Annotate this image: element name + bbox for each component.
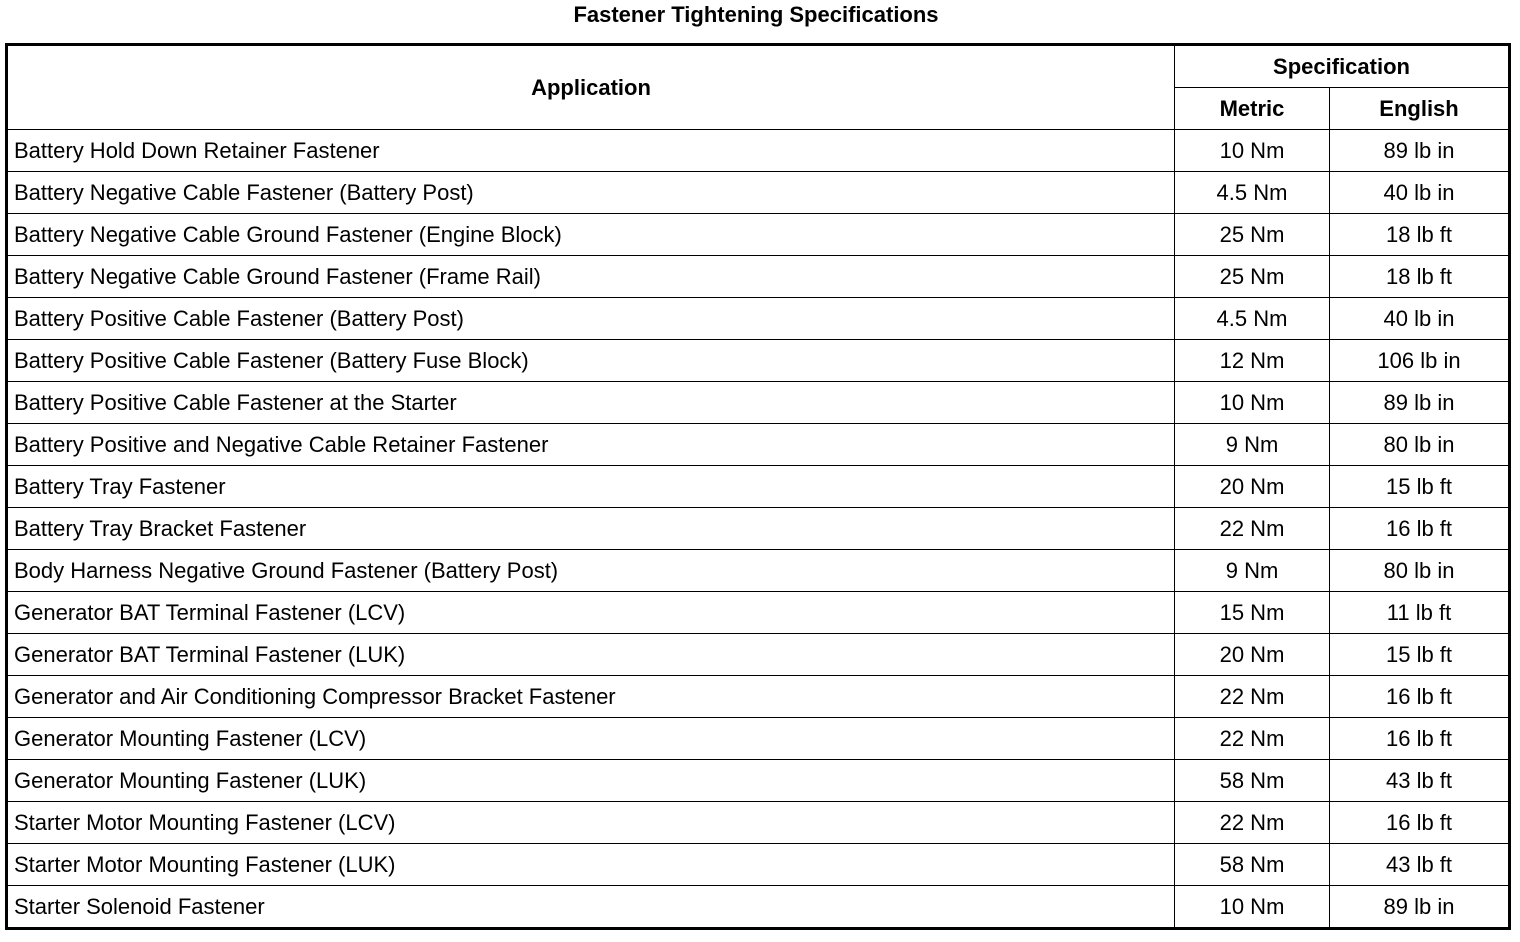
application-cell: Generator and Air Conditioning Compressor Bracket Fastener (7, 676, 1175, 718)
english-cell: 18 lb ft (1330, 256, 1510, 298)
metric-cell: 22 Nm (1175, 508, 1330, 550)
application-cell: Battery Negative Cable Fastener (Battery Post) (7, 172, 1175, 214)
spec-table (5, 43, 1511, 930)
metric-cell: 58 Nm (1175, 760, 1330, 802)
english-cell: 16 lb ft (1330, 676, 1510, 718)
table-row (7, 550, 1510, 592)
english-cell: 16 lb ft (1330, 718, 1510, 760)
english-cell: 80 lb in (1330, 424, 1510, 466)
english-cell: 16 lb ft (1330, 802, 1510, 844)
table-row (7, 844, 1510, 886)
metric-cell: 58 Nm (1175, 844, 1330, 886)
metric-cell: 10 Nm (1175, 382, 1330, 424)
page-title: Fastener Tightening Specifications (573, 2, 939, 27)
application-cell: Generator Mounting Fastener (LCV) (7, 718, 1175, 760)
metric-cell: 10 Nm (1175, 130, 1330, 172)
application-cell: Generator Mounting Fastener (LUK) (7, 760, 1175, 802)
metric-cell: 12 Nm (1175, 340, 1330, 382)
english-cell: 106 lb in (1330, 340, 1510, 382)
english-cell: 80 lb in (1330, 550, 1510, 592)
english-cell: 89 lb in (1330, 886, 1510, 929)
application-cell: Battery Positive Cable Fastener (Battery Post) (7, 298, 1175, 340)
table-row (7, 256, 1510, 298)
metric-cell: 22 Nm (1175, 676, 1330, 718)
table-row (7, 718, 1510, 760)
metric-cell: 15 Nm (1175, 592, 1330, 634)
english-cell: 15 lb ft (1330, 466, 1510, 508)
application-cell: Starter Solenoid Fastener (7, 886, 1175, 929)
metric-cell: 20 Nm (1175, 634, 1330, 676)
english-cell: 89 lb in (1330, 130, 1510, 172)
english-cell: 43 lb ft (1330, 844, 1510, 886)
metric-cell: 22 Nm (1175, 718, 1330, 760)
application-cell: Body Harness Negative Ground Fastener (Battery Post) (7, 550, 1175, 592)
metric-cell: 10 Nm (1175, 886, 1330, 929)
application-cell: Battery Tray Fastener (7, 466, 1175, 508)
table-row (7, 802, 1510, 844)
table-row (7, 424, 1510, 466)
english-cell: 40 lb in (1330, 298, 1510, 340)
table-row (7, 466, 1510, 508)
header-metric: Metric (1175, 88, 1330, 130)
application-cell: Generator BAT Terminal Fastener (LUK) (7, 634, 1175, 676)
application-cell: Generator BAT Terminal Fastener (LCV) (7, 592, 1175, 634)
header-english: English (1330, 88, 1510, 130)
english-cell: 15 lb ft (1330, 634, 1510, 676)
header-specification: Specification (1175, 45, 1510, 88)
metric-cell: 4.5 Nm (1175, 298, 1330, 340)
application-cell: Battery Positive and Negative Cable Retainer Fastener (7, 424, 1175, 466)
english-cell: 11 lb ft (1330, 592, 1510, 634)
metric-cell: 9 Nm (1175, 424, 1330, 466)
table-row (7, 172, 1510, 214)
table-header (7, 45, 1510, 130)
table-row (7, 340, 1510, 382)
table-row (7, 634, 1510, 676)
application-cell: Battery Negative Cable Ground Fastener (Frame Rail) (7, 256, 1175, 298)
metric-cell: 25 Nm (1175, 214, 1330, 256)
table-row (7, 508, 1510, 550)
metric-cell: 22 Nm (1175, 802, 1330, 844)
application-cell: Starter Motor Mounting Fastener (LCV) (7, 802, 1175, 844)
application-cell: Battery Positive Cable Fastener (Battery Fuse Block) (7, 340, 1175, 382)
metric-cell: 4.5 Nm (1175, 172, 1330, 214)
table-row (7, 130, 1510, 172)
table-row (7, 298, 1510, 340)
header-application: Application (7, 45, 1175, 130)
application-cell: Battery Positive Cable Fastener at the Starter (7, 382, 1175, 424)
application-cell: Battery Negative Cable Ground Fastener (Engine Block) (7, 214, 1175, 256)
table-row (7, 886, 1510, 929)
english-cell: 89 lb in (1330, 382, 1510, 424)
table-body (7, 130, 1510, 929)
english-cell: 40 lb in (1330, 172, 1510, 214)
metric-cell: 25 Nm (1175, 256, 1330, 298)
table-row (7, 382, 1510, 424)
english-cell: 43 lb ft (1330, 760, 1510, 802)
table-row (7, 214, 1510, 256)
metric-cell: 20 Nm (1175, 466, 1330, 508)
metric-cell: 9 Nm (1175, 550, 1330, 592)
table-row (7, 676, 1510, 718)
english-cell: 16 lb ft (1330, 508, 1510, 550)
application-cell: Battery Hold Down Retainer Fastener (7, 130, 1175, 172)
english-cell: 18 lb ft (1330, 214, 1510, 256)
table-row (7, 760, 1510, 802)
application-cell: Battery Tray Bracket Fastener (7, 508, 1175, 550)
table-row (7, 592, 1510, 634)
application-cell: Starter Motor Mounting Fastener (LUK) (7, 844, 1175, 886)
